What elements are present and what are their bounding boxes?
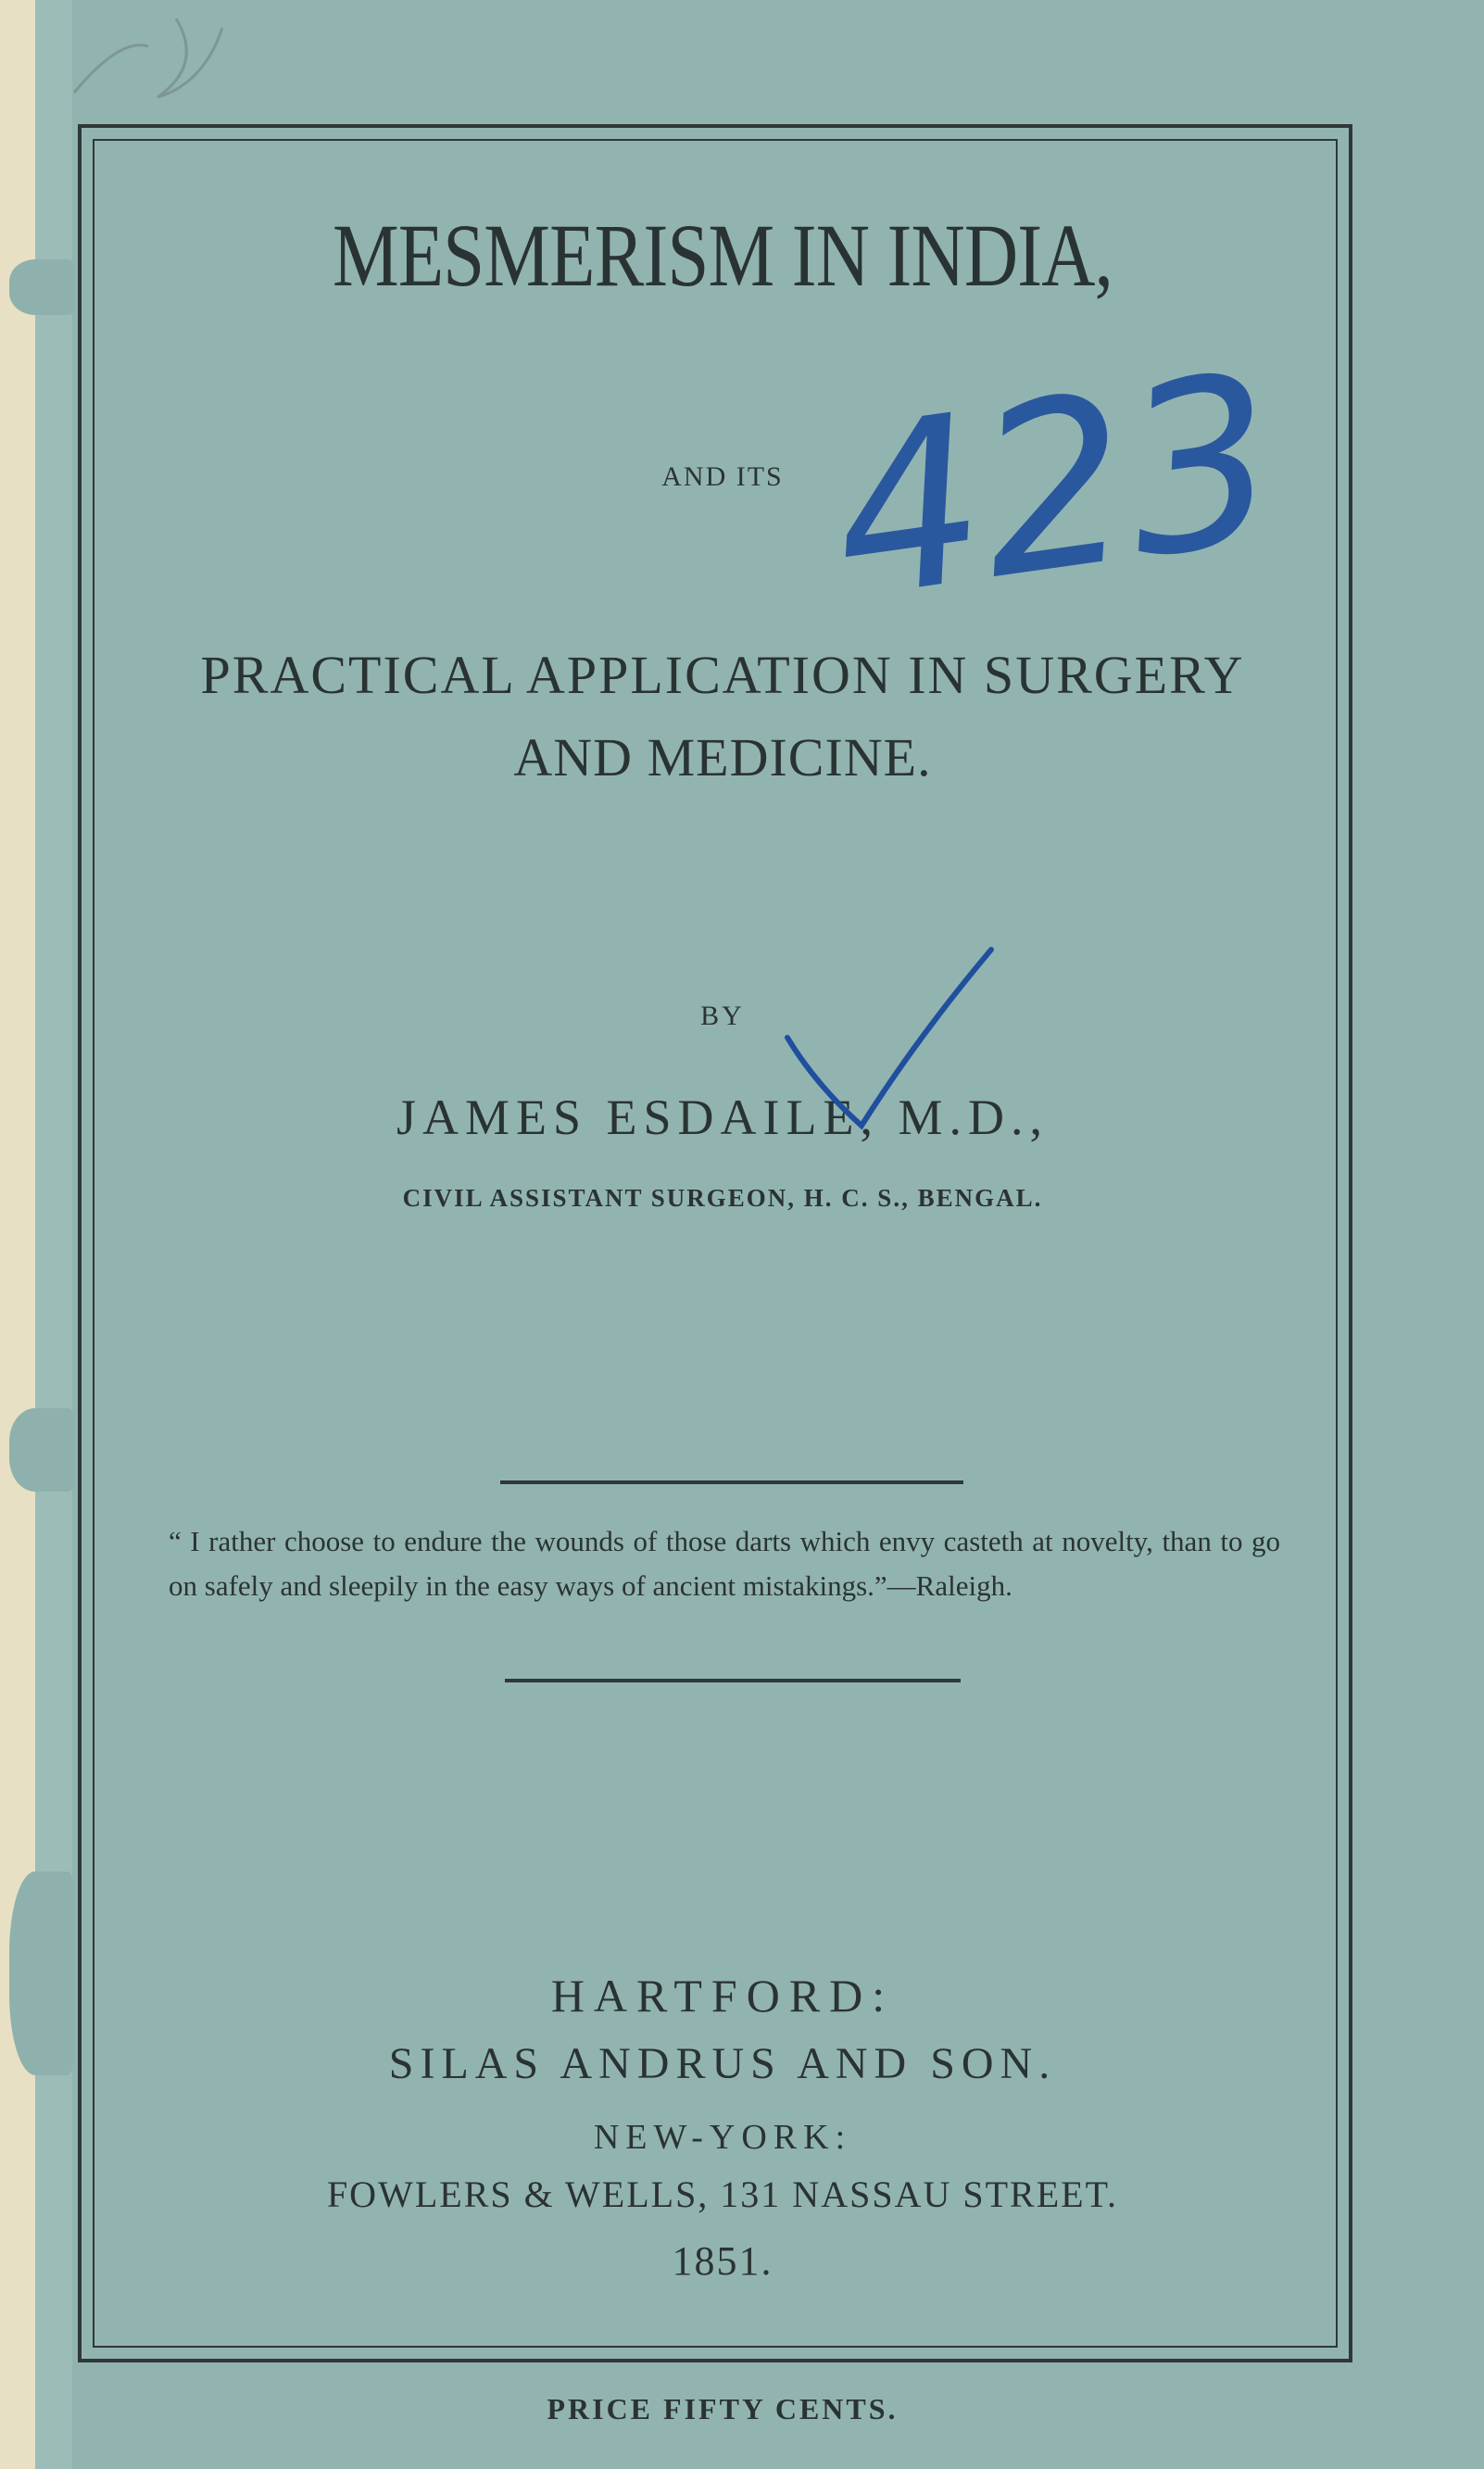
publisher-2: FOWLERS & WELLS, 131 NASSAU STREET. <box>326 2173 1119 2215</box>
place-hartford: HARTFORD: <box>550 1970 895 2022</box>
and-its-label: AND ITS <box>661 461 784 492</box>
torn-edge <box>9 259 74 315</box>
author-affiliation: CIVIL ASSISTANT SURGEON, H. C. S., BENGAL. <box>402 1184 1043 1212</box>
subtitle-line-2: AND MEDICINE. <box>513 727 932 787</box>
epigraph-quote: “ I rather choose to endure the wounds of those darts which envy casteth at novelty, than to go on safely and sleepily in the easy ways of ancient mistakings.”—Raleigh. <box>169 1525 1280 1602</box>
book-title: MESMERISM IN INDIA, <box>333 206 1113 305</box>
publisher-1: SILAS ANDRUS AND SON. <box>388 2039 1057 2088</box>
divider-top <box>500 1480 963 1484</box>
place-new-york: NEW-YORK: <box>593 2118 852 2157</box>
handwritten-check-icon <box>778 945 1019 1140</box>
divider-bottom <box>505 1679 961 1682</box>
price-label: PRICE FIFTY CENTS. <box>547 2392 899 2425</box>
handwritten-catalog-number: 423 <box>817 322 1293 651</box>
torn-edge <box>9 1408 74 1492</box>
author-name: JAMES ESDAILE, M.D., <box>396 1090 1050 1145</box>
subtitle-line-1: PRACTICAL APPLICATION IN SURGERY <box>200 645 1245 705</box>
publication-year: 1851. <box>672 2238 773 2284</box>
cover-spine-edge <box>35 0 72 2469</box>
by-label: BY <box>700 1001 745 1031</box>
pencil-scribble <box>65 9 232 111</box>
